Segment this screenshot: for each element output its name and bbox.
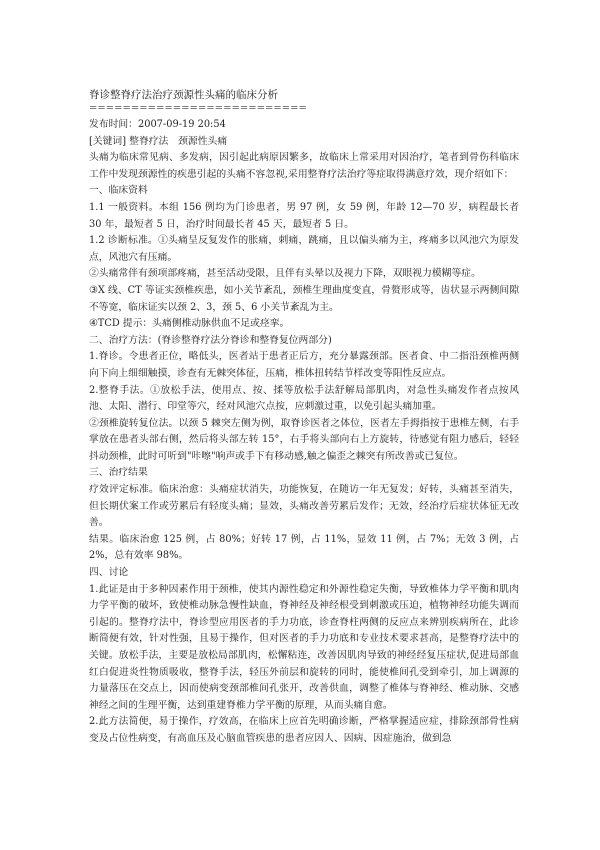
title-rule: ========================== [89, 103, 307, 114]
paragraph: 结果。临床治愈 125 例，占 80%；好转 17 例，占 11%，显效 11 例，占 7%；无效 3 例，占 2%，总有效率 98%。 [89, 533, 519, 562]
paragraph: 1.此证是由于多种因素作用于颈椎，使其内源性稳定和外源性稳定失衡，导致椎体力学平衡和肌肉力学平衡的破坏，致使椎动脉急慢性缺血，脊神经及神经根受到刺激或压迫，植物神经功能失调而引起的。整脊疗法中，脊诊型应用医者的手力功底，诊查脊柱两侧的反应点来辨别疾病所在，此诊断简便有效，针对性强，且易于操作，但对医者的手力功底和专业技术要求甚高，是整脊疗法中的关键。放松手法，主要是放松局部肌肉，松懈粘连，改善因肌肉导致的神经经复压症状,促进局部血红白促进炎性物质吸收，整脊手法，轻压外前层和旋转的同时，能使椎间孔受到牵引，加上调源的力量落压在交点上，因而使病变颈部椎间孔张开，改善供血，调整了椎体与脊神经、椎动脉、交感神经之间的生理平衡，达到重建脊椎力学平衡的原理，从而头痛自愈。 [89, 583, 519, 711]
article-title: 脊诊整脊疗法治疗颈源性头痛的临床分析 [89, 89, 278, 101]
section-heading-3: 三、治疗结果 [89, 467, 148, 479]
paragraph: 2.此方法简便，易于操作，疗效高，在临床上应首先明确诊断，严格掌握适应症，排除颈部骨性病变及占位性病变，有高血压及心脑血管疾患的患者应因人、因病、因症施治，做到急 [89, 716, 519, 744]
paragraph-intro: 头痛为临床常见病、多发病，因引起此病原因繁多，故临床上常采用对因治疗，笔者到骨伤科临床工作中发现颈源性的疾患引起的头痛不容忽视,采用整脊疗法治疗等症取得满意疗效，现介绍如下： [89, 152, 519, 180]
paragraph: ②头痛常伴有颈项部疼痛，甚至活动受限，且伴有头晕以及视力下降，双眼视力模糊等症。 [89, 268, 481, 280]
paragraph: 疗效评定标准。临床治愈：头痛症状消失，功能恢复，在随访一年无复发；好转，头痛甚至消失，但长期伏案工作或劳累后有轻度头痛；显效，头痛改善劳累后发作；无效，经治疗后症状体征无改善。 [89, 484, 519, 529]
paragraph: 1.1 一般资料。本组 156 例均为门诊患者，男 97 例，女 59 例，年龄 12—70 岁，病程最长者 30 年，最短者 5 日，治疗时间最长者 45 天，最短者 5 日。 [89, 201, 519, 230]
paragraph: 1.脊诊。令患者正位，略低头，医者站于患者正后方，充分暴露颈部。医者食、中二指沿颈椎两侧向下向上细细触摸，诊查有无棘突体征，压痛，椎体扭转结节样改变等阳性反应点。 [89, 351, 519, 379]
section-heading-2: 二、治疗方法：(脊诊整脊疗法分脊诊和整脊复位两部分) [89, 334, 332, 346]
paragraph: ②颈椎旋转复位法。以颈 5 棘突左侧为例，取脊诊医者之体位，医者左手拇指按于患椎左侧，右手掌放在患者头部右侧，然后将头部左转 15°，右手将头部向右上方旋转，待感觉有阻力感后，轻轻抖动颈椎，此时可听到"咔嚓"响声或手下有移动感,触之偏歪之棘突有所改善或已复位。 [89, 417, 519, 462]
paragraph: ④TCD 提示：头痛侧椎动脉供血不足或痉挛。 [89, 318, 290, 330]
section-heading-1: 一、临床资料 [89, 185, 148, 197]
keywords: [关键词] 整脊疗法 颈源性头痛 [89, 135, 228, 147]
publish-time: 发布时间：2007-09-19 20:54 [89, 119, 226, 130]
article [89, 88, 519, 748]
section-heading-4: 四、讨论 [89, 567, 129, 579]
paragraph: 2.整脊手法。①放松手法，使用点、按、揉等放松手法舒解局部肌肉，对急性头痛发作者点按风池、太阳、潜行、印堂等穴，经对风池穴点按，应刺激过重，以免引起头痛加重。 [89, 384, 519, 413]
paragraph: ③X 线、CT 等证实颈椎疾患，如小关节紊乱，颈椎生理曲度变直，骨赘形成等，齿状显示两侧间隙不等宽，临床证实以颈 2、3，颈 5、6 小关节紊乱为主。 [89, 284, 519, 313]
paragraph: 1.2 诊断标准。①头痛呈反复发作的胀痛，刺痛，跳痛，且以偏头痛为主，疼痛多以风池穴为原发点，风池穴有压痛。 [89, 235, 519, 263]
